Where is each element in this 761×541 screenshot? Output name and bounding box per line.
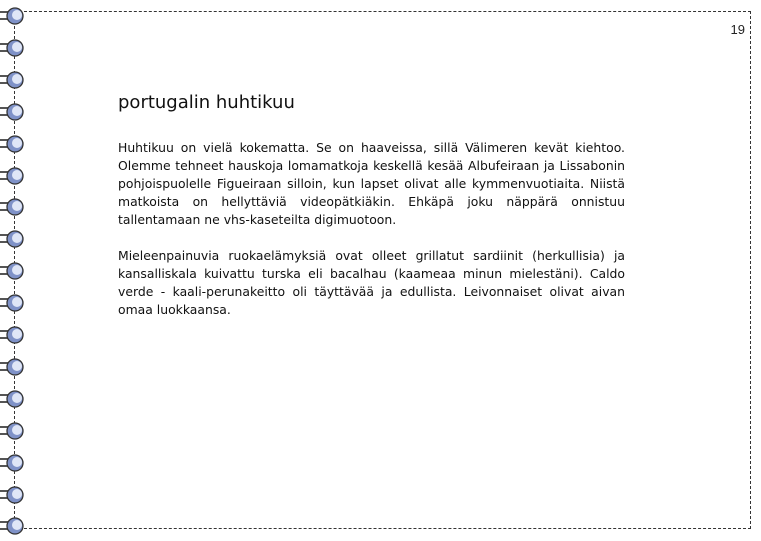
spiral-ring-icon [0,5,26,27]
spiral-ring-icon [0,165,26,187]
spiral-ring-icon [0,37,26,59]
page-heading: portugalin huhtikuu [118,92,295,113]
spiral-ring-icon [0,356,26,378]
spiral-ring-icon [0,388,26,410]
spiral-ring-icon [0,515,26,537]
spiral-ring-icon [0,228,26,250]
spiral-ring-icon [0,484,26,506]
paragraph: Mieleenpainuvia ruokaelämyksiä ovat olleet grillatut sardiinit (herkullisia) ja kansalliskala kuivattu turska eli bacalhau (kaameaa minun mielestäni). Caldo verde - kaali-perunakeitto oli täyttävää ja edullista. Leivonnaiset olivat aivan omaa luokkaansa. [118,248,625,317]
spiral-ring-icon [0,292,26,314]
spiral-ring-icon [0,196,26,218]
body-text [118,139,625,337]
spiral-ring-icon [0,69,26,91]
spiral-ring-icon [0,324,26,346]
page-number: 19 [730,22,745,37]
spiral-ring-icon [0,452,26,474]
paragraph: Huhtikuu on vielä kokematta. Se on haaveissa, sillä Välimeren kevät kiehtoo. Olemme tehneet hauskoja lomamatkoja keskellä kesää Albufeiraan ja Lissabonin pohjoispuolelle Figueiraan silloin, kun lapset olivat alle kymmenvuotiaita. Niistä matkoista on hellyttäviä videopätkiäkin. Ehkäpä joku näppärä onnistuu tallentamaan ne vhs-kaseteilta digimuotoon. [118,140,625,227]
spiral-ring-icon [0,133,26,155]
spiral-binding [0,0,26,541]
spiral-ring-icon [0,101,26,123]
spiral-ring-icon [0,260,26,282]
spiral-ring-icon [0,420,26,442]
